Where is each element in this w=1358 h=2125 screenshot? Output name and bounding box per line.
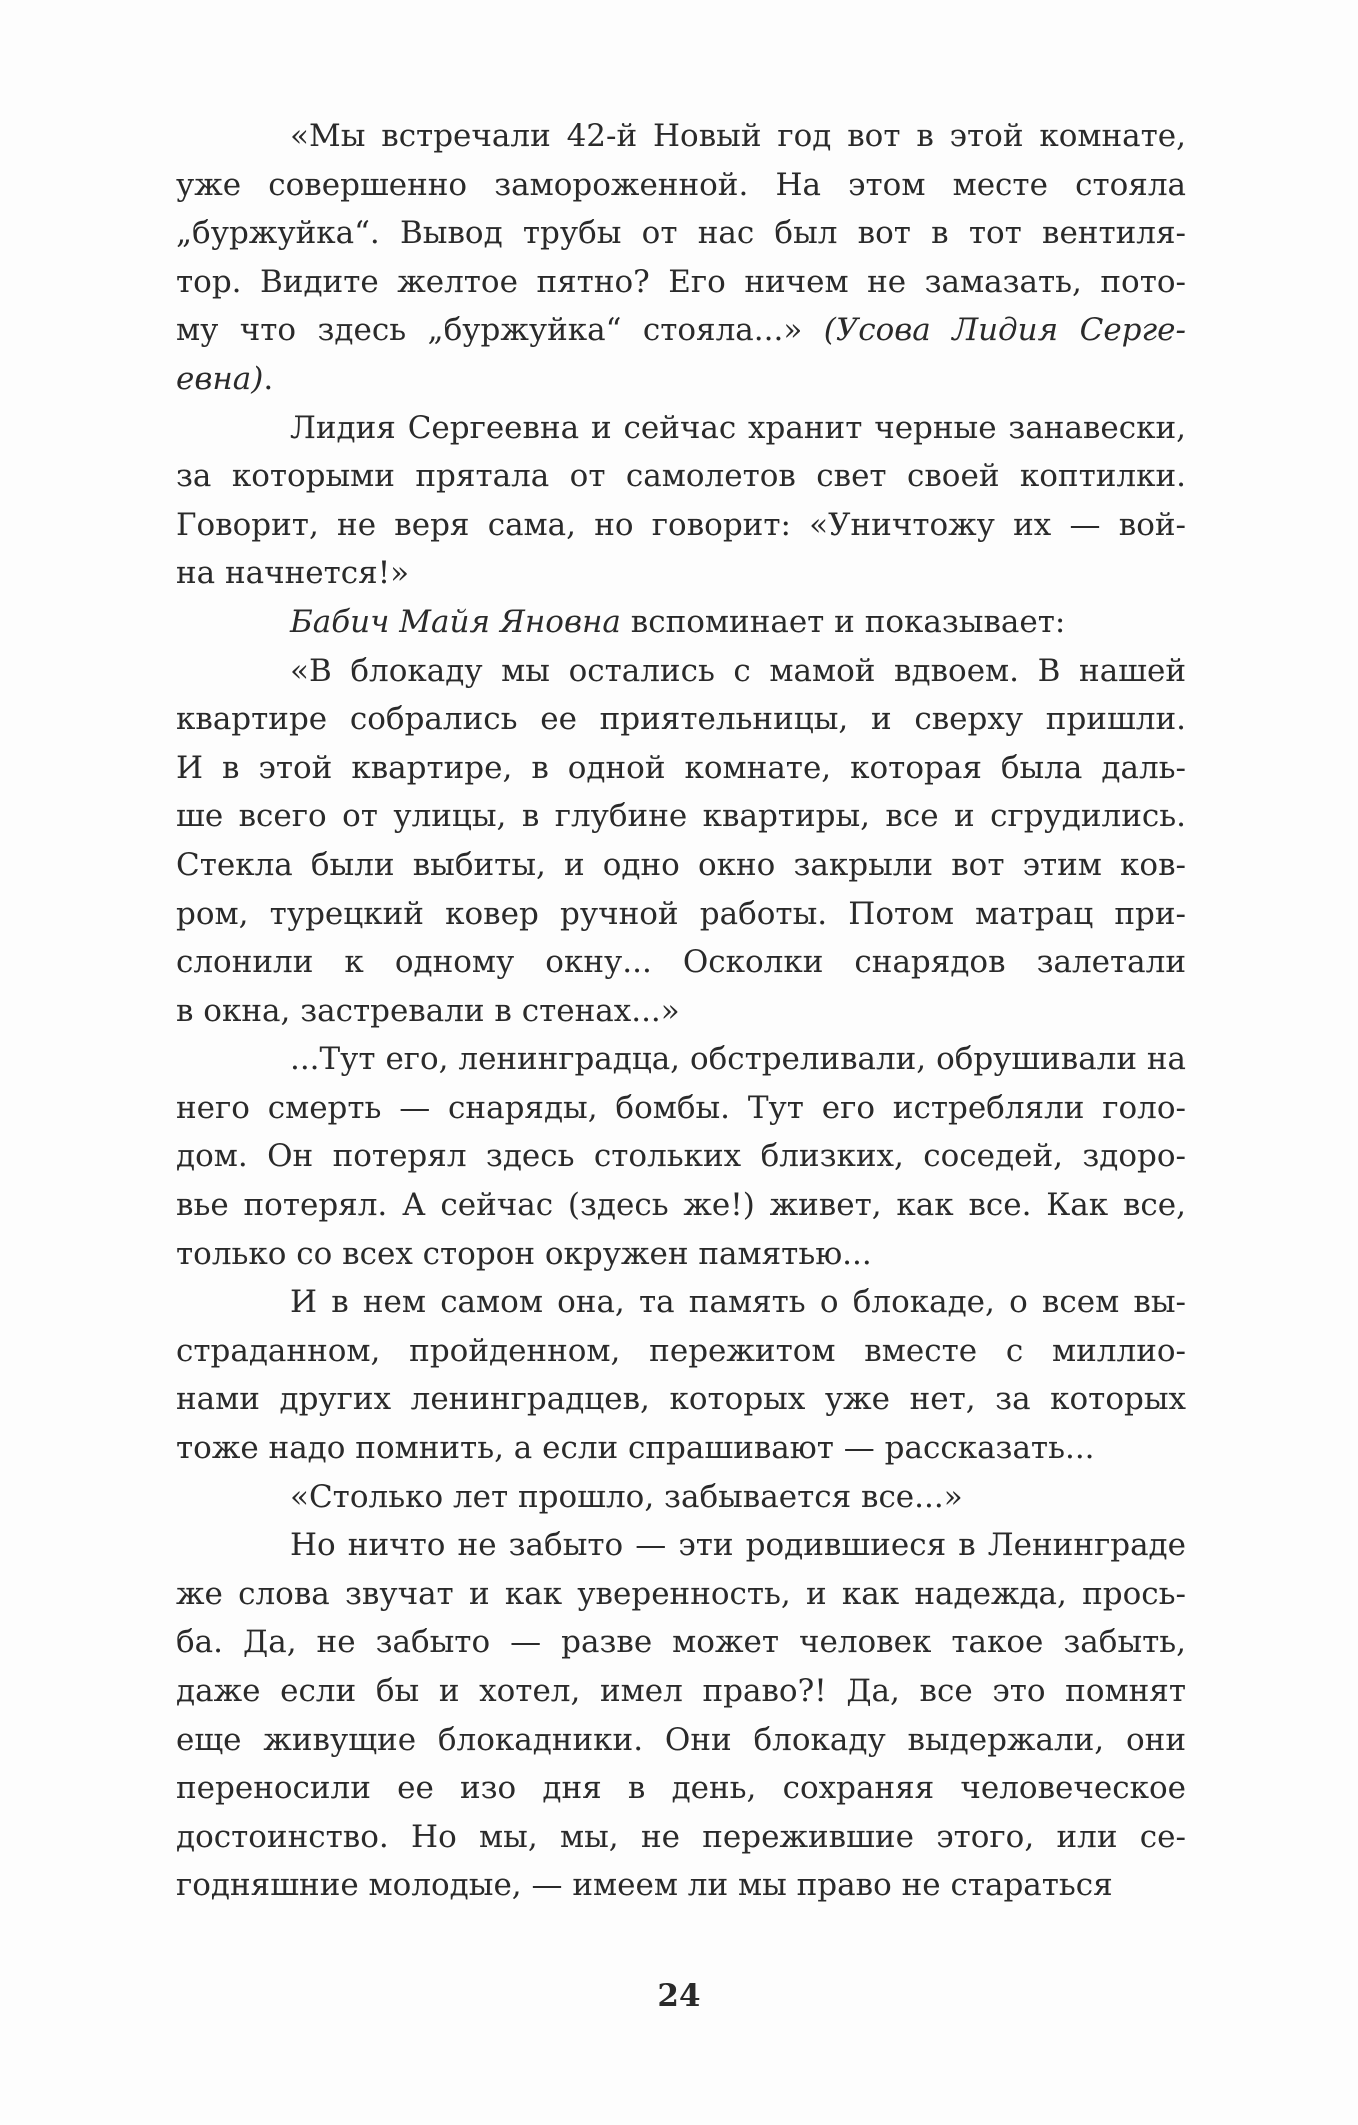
text-line <box>176 258 1186 307</box>
page-number: 24 <box>657 1978 701 2014</box>
text-line <box>176 890 1186 939</box>
text-line <box>176 1764 1186 1813</box>
text-line <box>176 1861 1186 1910</box>
line-text: переносили ее изо дня в день, сохраняя человеческое <box>176 1770 1186 1807</box>
paragraph <box>176 598 1186 647</box>
text-line <box>176 1230 1186 1279</box>
line-text: «Столько лет прошло, забывается все...» <box>290 1478 963 1515</box>
text-line <box>176 1035 1186 1084</box>
line-text: вспоминает и показывает: <box>620 603 1066 640</box>
text-line <box>176 744 1186 793</box>
line-text: Но ничто не забыто — эти родившиеся в Ленинграде <box>290 1527 1186 1564</box>
paragraph <box>176 112 1186 404</box>
line-text: И в нем самом она, та память о блокаде, о всем вы- <box>290 1284 1186 1321</box>
line-text: него смерть — снаряды, бомбы. Тут его истребляли голо- <box>176 1089 1186 1126</box>
text-line <box>176 987 1186 1036</box>
text-line <box>176 695 1186 744</box>
line-text: тоже надо помнить, а если спрашивают — рассказать... <box>176 1430 1095 1467</box>
text-line <box>176 404 1186 453</box>
line-text: Лидия Сергеевна и сейчас хранит черные занавески, <box>290 409 1186 446</box>
line-text: страданном, пройденном, пережитом вместе с миллио- <box>176 1332 1186 1369</box>
text-line <box>176 1424 1186 1473</box>
text-line <box>176 841 1186 890</box>
paragraph <box>176 1278 1186 1472</box>
body-text <box>176 112 1186 1910</box>
text-line <box>176 306 1186 355</box>
text-line <box>176 1521 1186 1570</box>
line-text: Стекла были выбиты, и одно окно закрыли вот этим ков- <box>176 846 1186 883</box>
text-line <box>176 1667 1186 1716</box>
text-line <box>176 1618 1186 1667</box>
line-text: только со всех сторон окружен памятью... <box>176 1235 872 1272</box>
text-line <box>176 1278 1186 1327</box>
line-text: еще живущие блокадники. Они блокаду выдержали, они <box>176 1721 1186 1758</box>
line-text: даже если бы и хотел, имел право?! Да, все это помнят <box>176 1673 1186 1709</box>
text-line <box>176 549 1186 598</box>
text-line <box>176 792 1186 841</box>
line-text: достоинство. Но мы, мы, не пережившие этого, или се- <box>176 1818 1186 1855</box>
line-text: „буржуйка“. Вывод трубы от нас был вот в тот вентиля- <box>176 215 1186 252</box>
text-line <box>176 1813 1186 1862</box>
italic-citation: (Усова Лидия Серге- <box>823 312 1186 349</box>
text-line <box>176 1084 1186 1133</box>
line-text: квартире собрались ее приятельницы, и сверху пришли. <box>176 701 1186 738</box>
line-text: вье потерял. А сейчас (здесь же!) живет, как все. Как все, <box>176 1187 1186 1224</box>
paragraph <box>176 404 1186 598</box>
line-text: ром, турецкий ковер ручной работы. Потом матрац при- <box>176 895 1186 932</box>
text-line <box>176 452 1186 501</box>
line-text: нами других ленинградцев, которых уже нет, за которых <box>176 1381 1186 1418</box>
text-line <box>176 161 1186 210</box>
text-line <box>176 1570 1186 1619</box>
text-line <box>176 112 1186 161</box>
text-line <box>176 1473 1186 1522</box>
text-line <box>176 647 1186 696</box>
paragraph <box>176 1521 1186 1910</box>
text-line <box>176 1327 1186 1376</box>
line-text: же слова звучат и как уверенность, и как надежда, прось- <box>176 1575 1186 1612</box>
line-text: му что здесь „буржуйка“ стояла...» <box>176 312 824 349</box>
text-line <box>176 1716 1186 1765</box>
line-text: . <box>263 360 274 397</box>
text-line <box>176 1132 1186 1181</box>
line-text: дом. Он потерял здесь стольких близких, соседей, здоро- <box>176 1138 1186 1175</box>
paragraph <box>176 1473 1186 1522</box>
text-line <box>176 355 1186 404</box>
text-line <box>176 938 1186 987</box>
line-text: Говорит, не веря сама, но говорит: «Уничтожу их — вой- <box>176 506 1186 543</box>
line-text: тор. Видите желтое пятно? Его ничем не замазать, пото- <box>176 263 1186 300</box>
italic-text: Бабич Майя Яновна <box>290 603 621 640</box>
line-text: уже совершенно замороженной. На этом месте стояла <box>176 166 1186 203</box>
line-text: в окна, застревали в стенах...» <box>176 992 680 1029</box>
line-text: ба. Да, не забыто — разве может человек такое забыть, <box>176 1624 1186 1661</box>
line-text: «В блокаду мы остались с мамой вдвоем. В нашей <box>290 652 1186 689</box>
paragraph <box>176 1035 1186 1278</box>
text-line <box>176 598 1186 647</box>
line-text: «Мы встречали 42-й Новый год вот в этой комнате, <box>290 118 1186 154</box>
line-text: годняшние молодые, — имеем ли мы право не стараться <box>176 1867 1113 1904</box>
text-line <box>176 209 1186 258</box>
text-line <box>176 501 1186 550</box>
italic-text: евна) <box>176 360 264 397</box>
line-text: ше всего от улицы, в глубине квартиры, все и сгрудились. <box>176 798 1186 835</box>
line-text: за которыми прятала от самолетов свет своей коптилки. <box>176 458 1186 495</box>
line-text: ...Тут его, ленинградца, обстреливали, обрушивали на <box>290 1041 1186 1078</box>
line-text: на начнется!» <box>176 555 410 592</box>
text-line <box>176 1181 1186 1230</box>
line-text: И в этой квартире, в одной комнате, которая была даль- <box>176 749 1186 786</box>
text-line <box>176 1375 1186 1424</box>
paragraph <box>176 647 1186 1036</box>
line-text: слонили к одному окну... Осколки снарядов залетали <box>176 944 1186 981</box>
